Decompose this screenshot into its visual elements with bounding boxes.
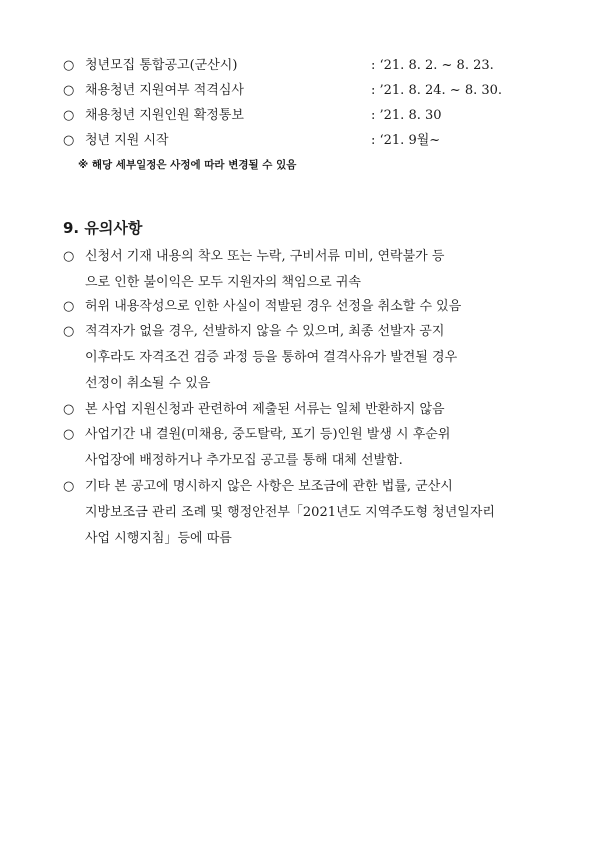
notice-line: 본 사업 지원신청과 관련하여 제출된 서류는 일체 반환하지 않음 bbox=[85, 402, 445, 417]
schedule-label: 채용청년 지원인원 확정통보 bbox=[85, 108, 244, 123]
schedule-item bbox=[63, 106, 442, 126]
bullet-mark: ○ bbox=[63, 479, 75, 494]
notice-item bbox=[63, 397, 543, 423]
schedule-date: : ‘21. 9월~ bbox=[371, 133, 441, 148]
schedule-item bbox=[63, 81, 503, 101]
notice-item bbox=[63, 474, 543, 552]
notice-line: 사업 시행지침」등에 따름 bbox=[85, 531, 232, 546]
bullet-mark: ○ bbox=[63, 108, 75, 123]
notice-item bbox=[63, 294, 543, 320]
notice-line: 사업장에 배정하거나 추가모집 공고를 통해 대체 선발함. bbox=[85, 453, 403, 468]
notice-item bbox=[63, 319, 543, 397]
schedule-date: : ‘21. 8. 2. ~ 8. 23. bbox=[371, 58, 494, 73]
bullet-mark: ○ bbox=[63, 324, 75, 339]
bullet-mark: ○ bbox=[63, 427, 75, 442]
notice-line: 허위 내용작성으로 인한 사실이 적발된 경우 선정을 취소할 수 있음 bbox=[85, 299, 462, 314]
bullet-mark: ○ bbox=[63, 299, 75, 314]
section-heading: 9. 유의사항 bbox=[63, 219, 143, 237]
schedule-item bbox=[63, 56, 494, 76]
schedule-label: 청년 지원 시작 bbox=[85, 133, 169, 148]
notice-line: 사업기간 내 결원(미채용, 중도탈락, 포기 등)인원 발생 시 후순위 bbox=[85, 427, 451, 442]
notice-line: 으로 인한 불이익은 모두 지원자의 책임으로 귀속 bbox=[85, 275, 361, 290]
notice-line: 신청서 기재 내용의 착오 또는 누락, 구비서류 미비, 연락불가 등 bbox=[85, 249, 445, 264]
schedule-label: 청년모집 통합공고(군산시) bbox=[85, 58, 238, 73]
bullet-mark: ○ bbox=[63, 133, 75, 148]
schedule-date: : ’21. 8. 30 bbox=[371, 108, 442, 123]
notice-line: 기타 본 공고에 명시하지 않은 사항은 보조금에 관한 법률, 군산시 bbox=[85, 479, 453, 494]
bullet-mark: ○ bbox=[63, 58, 75, 73]
notice-line: 이후라도 자격조건 검증 과정 등을 통하여 결격사유가 발견될 경우 bbox=[85, 350, 458, 365]
schedule-date: : ’21. 8. 24. ~ 8. 30. bbox=[371, 83, 503, 98]
schedule-item bbox=[63, 131, 441, 151]
notice-line: 선정이 취소될 수 있음 bbox=[85, 376, 211, 391]
notice-item bbox=[63, 422, 543, 474]
bullet-mark: ○ bbox=[63, 402, 75, 417]
notice-line: 적격자가 없을 경우, 선발하지 않을 수 있으며, 최종 선발자 공지 bbox=[85, 324, 445, 339]
schedule-note: ※ 해당 세부일정은 사정에 따라 변경될 수 있음 bbox=[78, 159, 297, 171]
schedule-label: 채용청년 지원여부 적격심사 bbox=[85, 83, 244, 98]
notice-item bbox=[63, 244, 543, 296]
notice-line: 지방보조금 관리 조례 및 행정안전부「2021년도 지역주도형 청년일자리 bbox=[85, 505, 495, 520]
bullet-mark: ○ bbox=[63, 83, 75, 98]
bullet-mark: ○ bbox=[63, 249, 75, 264]
